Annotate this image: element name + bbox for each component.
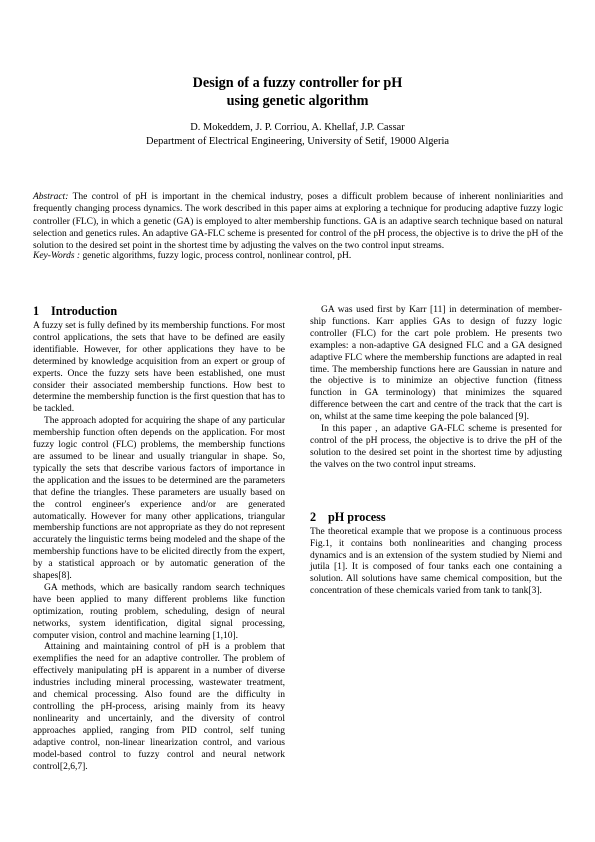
paragraph: GA was used first by Karr [11] in determination of member-ship functions. Karr applies GAs to design of fuzzy logic controller (FLC) for the cart pole problem. He presents two examples: a non-adaptive GA designed FLC and a GA designed adaptive FLC where the membership functions are adapted in real time. The membership functions here are Gaussian in nature and the objective is to minimize an objective function (fitness function in GA terminology) that minimizes the squared difference between the cart and centre of the track that the cart is on, whilst at the same time keeping the pole balanced [9].: [310, 305, 562, 423]
right-column: [310, 305, 562, 598]
paper-title-line2: using genetic algorithm: [226, 93, 369, 109]
paper-title-line1: Design of a fuzzy controller for pH: [192, 75, 403, 91]
section-heading-introduction: [33, 304, 285, 319]
keywords-label: Key-Words :: [33, 251, 81, 261]
paragraph: GA methods, which are basically random search techniques have been applied to many different problems like function optimization, routing problem, scheduling, design of neural networks, system identification, digital signal processing, computer vision, control and machine learning [1,10].: [33, 582, 285, 641]
section-number: 2: [310, 509, 317, 524]
section-heading-ph-process: [310, 510, 562, 525]
paragraph: A fuzzy set is fully defined by its membership functions. For most control applications, the sets that have to be defined are easily identifiable. However, for other applications they have to be determined by knowledge acquisition from an expert or group of experts. Once the fuzzy sets have been established, one must consider their associated membership functions. How best to determine the membership function is the first question that has to be tackled.: [33, 321, 285, 415]
affiliation: Department of Electrical Engineering, University of Setif, 19000 Algeria: [146, 136, 449, 147]
abstract-label: Abstract:: [33, 192, 69, 202]
section-title: Introduction: [51, 304, 118, 318]
left-column: [33, 304, 285, 773]
section-title: pH process: [328, 509, 386, 524]
abstract: [33, 191, 563, 252]
authors: D. Mokeddem, J. P. Corriou, A. Khellaf, J.P. Cassar: [190, 122, 405, 133]
paragraph: Attaining and maintaining control of pH is a problem that exemplifies the need for an adaptive controller. The problem of effectively manipulating pH is apparent in a number of diverse industries including mineral processing, wastewater treatment, and chemical processing. Also found are the difficulty in controlling the pH-process, arising mainly from its heavy nonlinearity and uncertainly, and the diversity of control approaches applied, ranging from PID control, self tuning adaptive control, non-linear linearization control, and various model-based control to fuzzy control and neural network control[2,6,7].: [33, 642, 285, 772]
paragraph: The approach adopted for acquiring the shape of any particular membership function often depends on the application. For most fuzzy logic control (FLC) problems, the membership functions are assumed to be linear and usually triangular in shape. So, typically the sets that describe various factors of importance in the application and the issues to be determined are the parameters that define the triangles. These parameters are usually based on the control engineer's experience and/or are generated automatically. However for many other applications, triangular membership functions are not appropriate as they do not represent accurately the linguistic terms being modeled and the shape of the membership functions have to be elicited directly from the expert, by a statistical approach or by automatic generation of the shapes[8].: [33, 416, 285, 582]
keywords: [33, 250, 563, 262]
paragraph: In this paper , an adaptive GA-FLC scheme is presented for control of the pH process, the objective is to drive the pH of the solution to the desired set point in the shortest time by adjusting the valves on the two control input streams.: [310, 424, 562, 470]
section-number: 1: [33, 304, 40, 318]
abstract-text: The control of pH is important in the chemical industry, poses a difficult problem because of inherent nonliniarities and frequently changing process dynamics. The work described in this paper aims at exploring a technique for producing adaptive fuzzy logic controller (FLC), in which a genetic (GA) is employed to alter membership functions. GA is an adaptive search technique based on natural selection and genetics rules. An adaptive GA-FLC scheme is presented for control of the pH process, the objective is to drive the pH of the solution to the desired set point in the shortest time by adjusting the valves on the two control input streams.: [33, 192, 563, 252]
paragraph: The theoretical example that we propose is a continuous process Fig.1, it contains both nonlinearities and changing process dynamics and is an extension of the system studied by Niemi and jutila [1]. It is composed of four tanks each one containing a solution. All solutions have same chemical composition, but the concentration of these chemicals varied from tank to tank[3].: [310, 526, 562, 597]
keywords-text: genetic algorithms, fuzzy logic, process control, nonlinear control, pH.: [82, 251, 352, 261]
